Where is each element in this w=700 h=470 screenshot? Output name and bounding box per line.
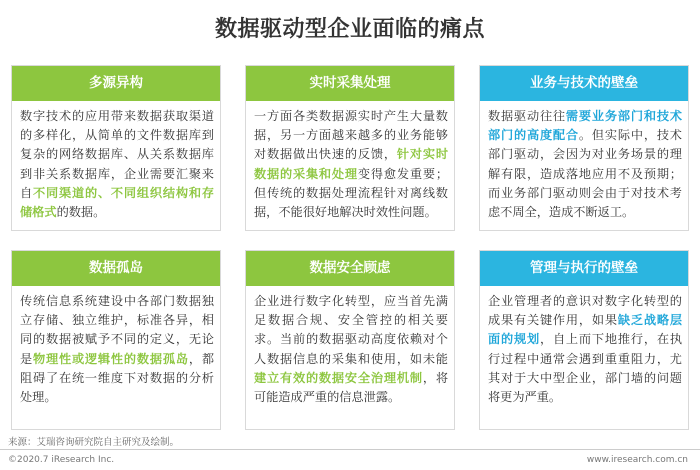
card-body <box>12 286 220 407</box>
card-biz-tech-barrier <box>479 65 689 231</box>
body-text: 企业管理者的意识对数字化转型的成果有关键作用，如果 <box>488 294 682 328</box>
footer-divider <box>0 449 700 450</box>
source-note: 来源：艾瑞咨询研究院自主研究及绘制。 <box>8 437 180 448</box>
website-link[interactable]: www.iresearch.com.cn <box>586 455 688 465</box>
card-realtime <box>245 65 455 231</box>
card-body <box>246 101 454 222</box>
card-data-security <box>245 250 455 430</box>
body-text: 。但实际中，技术部门驱动，会因为对业务场景的理解有限，造成落地应用不及预期；而业务部门驱动则会由于对技术考虑不周全，造成不断返工。 <box>488 128 682 220</box>
highlight-text: 建立有效的数据安全治理机制 <box>254 370 423 385</box>
card-data-silos <box>11 250 221 430</box>
body-text: 数据驱动往往 <box>488 109 566 123</box>
body-text: 一方面各类数据源实时产生大量数据，另一方面越来越多的业务能够对数据做出快速的反馈， <box>254 109 448 162</box>
body-text: ，自上而下地推行，在执行过程中通常会遇到重重阻力，尤其对于大中型企业，部门墙的问题将更为严重。 <box>488 332 683 405</box>
highlight-text: 物理性或逻辑性的数据孤岛 <box>33 351 189 366</box>
highlight-text: 不同渠道的、不同组织结构和存储格式 <box>20 185 215 220</box>
body-text: 传统信息系统建设中各部门数据独立存储、独立维护，标准各异，相同的数据被赋予不同的定义，无论是 <box>20 294 214 366</box>
body-text: 的数据。 <box>56 205 106 220</box>
card-multi-source <box>11 65 221 231</box>
copyright-text: ©2020.7 iResearch Inc. <box>8 455 115 465</box>
highlight-text: 针对实时数据的采集和处理 <box>254 147 449 181</box>
pain-points-grid <box>11 65 689 430</box>
card-body <box>246 286 454 407</box>
body-text: ，都阻碍了在统一维度下对数据的分析处理。 <box>20 351 215 405</box>
card-heading: 管理与执行的壁垒 <box>480 251 688 286</box>
card-body <box>480 286 688 407</box>
body-text: ，将可能造成严重的信息泄露。 <box>254 370 449 405</box>
highlight-text: 需要业务部门和技术部门的高度配合 <box>488 109 683 143</box>
card-heading: 数据孤岛 <box>12 251 220 286</box>
body-text: 数字技术的应用带来数据获取渠道的多样化，从简单的文件数据库到复杂的网络数据库、从关系数据库到非关系数据库，企业需要汇聚来自 <box>20 109 214 200</box>
card-heading: 业务与技术的壁垒 <box>480 66 688 101</box>
card-body <box>12 101 220 222</box>
page-title: 数据驱动型企业面临的痛点 <box>214 17 485 42</box>
card-heading: 实时采集处理 <box>246 66 454 101</box>
body-text: 变得愈发重要；但传统的数据处理流程针对离线数据，不能很好地解决时效性问题。 <box>254 166 449 220</box>
card-mgmt-barrier <box>479 250 689 430</box>
card-heading: 多源异构 <box>12 66 220 101</box>
card-body <box>480 101 688 222</box>
highlight-text: 缺乏战略层面的规划 <box>488 313 683 347</box>
card-heading: 数据安全顾虑 <box>246 251 454 286</box>
body-text: 企业进行数字化转型，应当首先满足数据合规、安全管控的相关要求。当前的数据驱动高度依赖对个人数据信息的采集和使用，如未能 <box>254 294 448 366</box>
